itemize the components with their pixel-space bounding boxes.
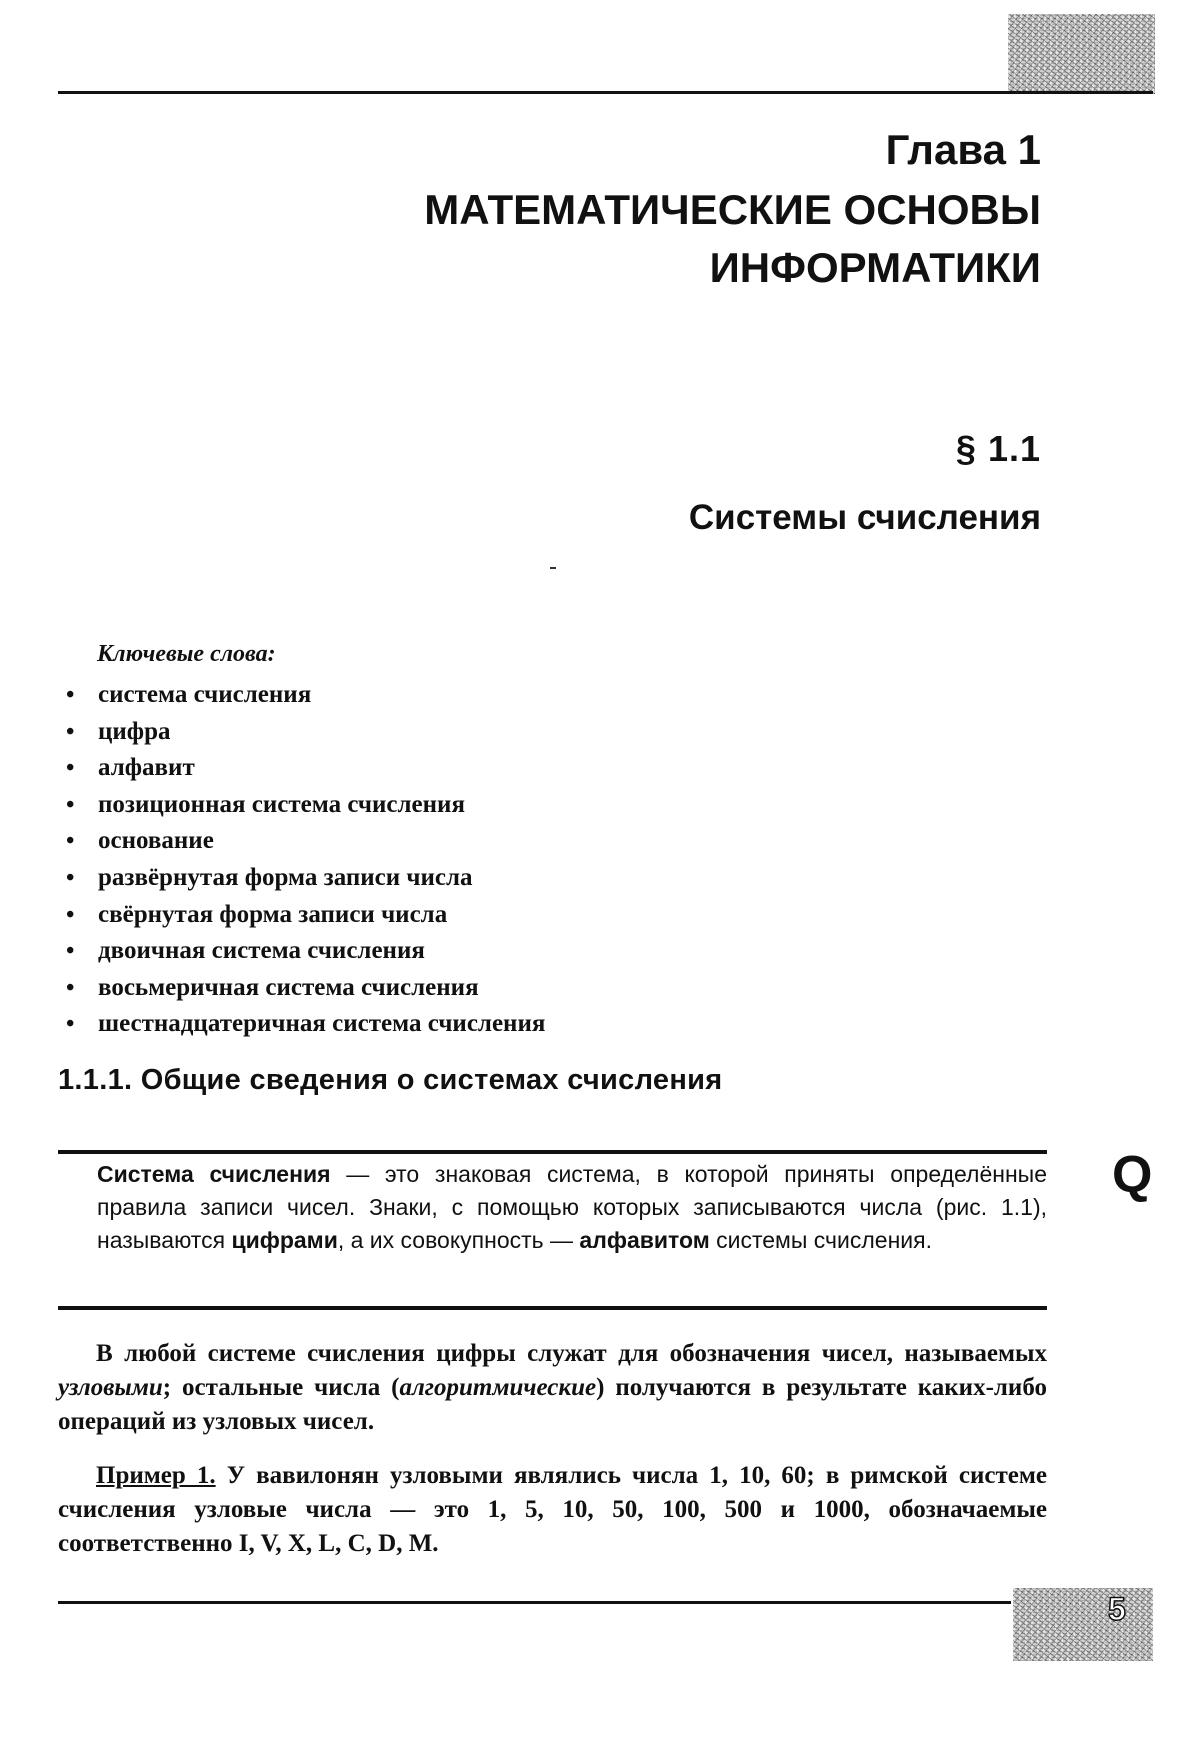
keyword-item: • двоичная система счисления [66,933,545,970]
definition-bottom-rule [58,1306,1047,1310]
italic-term: алгоритмические [399,1374,597,1401]
keyword-item: • развёрнутая форма записи числа [66,860,545,897]
subsection-title: 1.1.1. Общие сведения о системах счисления [58,1064,723,1096]
definition-top-rule [58,1150,1047,1154]
keyword-item: • система счисления [66,677,545,714]
chapter-title-line2: ИНФОРМАТИКИ [709,244,1041,291]
keyword-item: • позиционная система счисления [66,787,545,824]
definition-text-2: , а их совокупность — [337,1227,580,1253]
keyword-item: • восьмеричная система счисления [66,970,545,1007]
header-rule [58,91,1153,94]
chapter-label: Глава 1 [885,126,1041,173]
header-decoration [1008,14,1155,94]
keyword-item: • цифра [66,714,545,751]
section-title: Системы счисления [688,498,1041,537]
section-number: § 1.1 [955,428,1041,469]
definition-term: Система счисления [97,1161,331,1187]
definition-marker-icon: Q [1112,1146,1153,1204]
footer-rule [58,1601,1011,1604]
keyword-item: • свёрнутая форма записи числа [66,897,545,934]
keywords-list [66,677,545,1043]
example-paragraph [58,1459,1047,1561]
keyword-item: • шестнадцатеричная система счисления [66,1006,545,1043]
keywords-heading: Ключевые слова: [97,641,276,667]
example-label: Пример 1. [96,1462,216,1489]
definition-text-3: системы счисления. [709,1227,932,1253]
chapter-title-line1: МАТЕМАТИЧЕСКИЕ ОСНОВЫ [424,186,1041,233]
paragraph-nodal-numbers [58,1337,1047,1439]
definition-term-digits: цифрами [231,1227,338,1253]
italic-term: узловыми [58,1374,163,1401]
definition-box [97,1158,1047,1257]
definition-text-1: — это знаковая система, в которой приняты определённые правила записи чисел. Знаки, с помощью которых записываются числа (рис. 1.1), называются [97,1161,1047,1253]
definition-term-alphabet: алфавитом [579,1227,710,1253]
footer-decoration [1013,1588,1153,1661]
keyword-item: • алфавит [66,750,545,787]
example-text: У вавилонян узловыми являлись числа 1, 10, 60; в римской системе счисления узловые числа — это 1, 5, 10, 50, 100, 500 и 1000, обозначаемые соответственно I, V, X, L, C, D, M. [58,1462,1047,1557]
page-number: 5 [1108,1591,1126,1627]
stray-mark [550,567,556,569]
paragraph-text: ) получаются в результате каких-либо операций из узловых чисел. [58,1374,1047,1435]
paragraph-text: ; остальные числа ( [162,1374,400,1401]
keyword-item: • основание [66,823,545,860]
paragraph-text: В любой системе счисления цифры служат для обозначения чисел, называемых [96,1340,1047,1367]
